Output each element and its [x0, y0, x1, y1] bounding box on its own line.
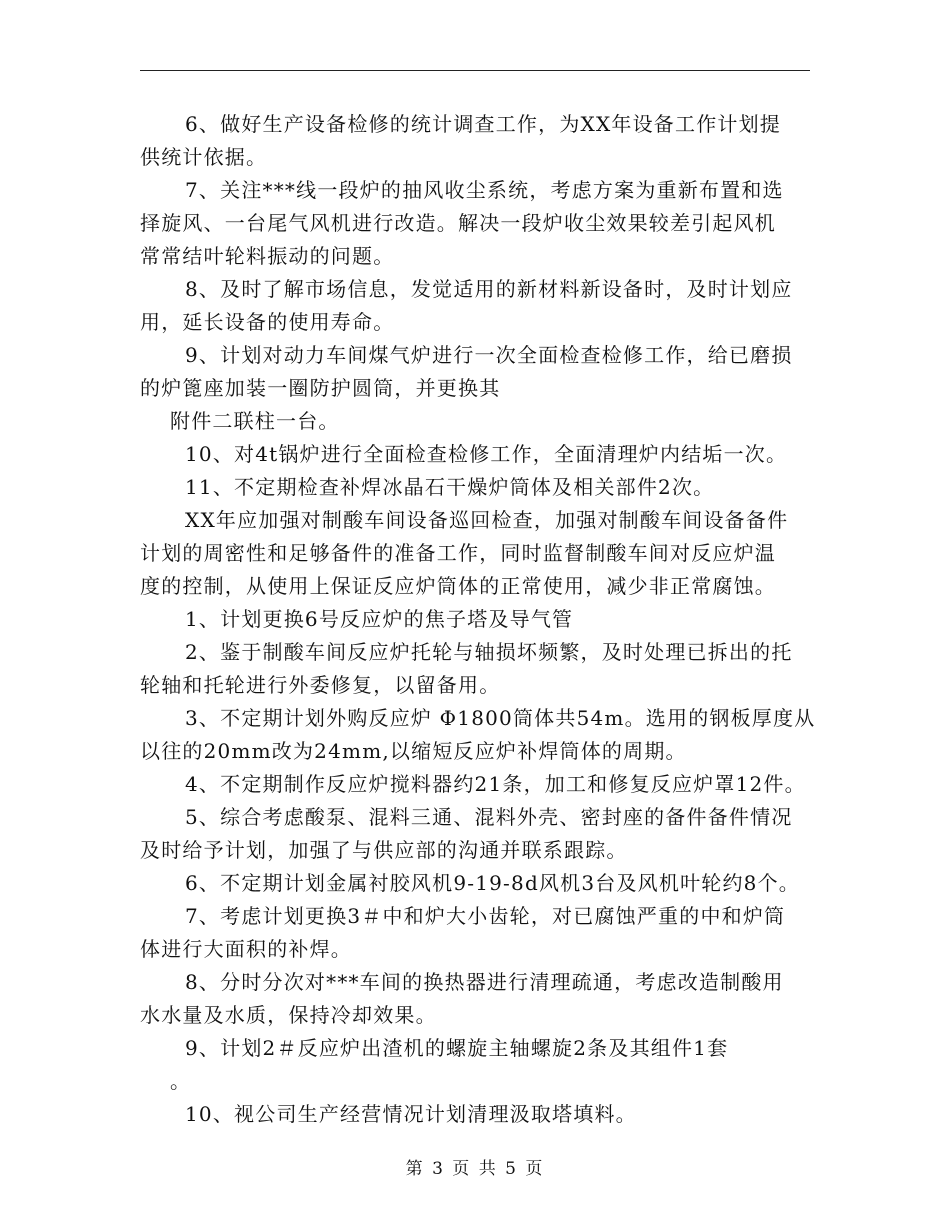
text-line: 择旋风、一台尾气风机进行改造。解决一段炉收尘效果较差引起风机 — [140, 211, 776, 235]
text-line: 11、不定期检查补焊冰晶石干燥炉筒体及相关部件2次。 — [185, 475, 715, 499]
text-line: 8、分时分次对***车间的换热器进行清理疏通，考虑改造制酸用 — [185, 970, 784, 994]
text-line: 轮轴和托轮进行外委修复，以留备用。 — [140, 673, 501, 697]
text-line: 8、及时了解市场信息，发觉适用的新材料新设备时，及时计划应 — [185, 277, 793, 301]
text-line: 。 — [170, 1069, 192, 1093]
text-line: 常常结叶轮料振动的问题。 — [140, 244, 395, 268]
text-line: 及时给予计划，加强了与供应部的沟通并联系跟踪。 — [140, 838, 628, 862]
page-number-footer: 第 3 页 共 5 页 — [405, 1159, 545, 1179]
text-line: 附件二联柱一台。 — [170, 409, 340, 433]
text-line: 10、对4t锅炉进行全面检查检修工作，全面清理炉内结垢一次。 — [185, 442, 788, 466]
text-line: 7、考虑计划更换3＃中和炉大小齿轮，对已腐蚀严重的中和炉筒 — [185, 904, 786, 928]
text-line: 4、不定期制作反应炉搅料器约21条，加工和修复反应炉罩12件。 — [185, 772, 806, 796]
text-line: 度的控制，从使用上保证反应炉筒体的正常使用，减少非正常腐蚀。 — [140, 574, 776, 598]
text-line: 3、不定期计划外购反应炉 Φ1800筒体共54m。选用的钢板厚度从 — [185, 706, 816, 730]
text-line: 以往的20mm改为24mm,以缩短反应炉补焊筒体的周期。 — [140, 739, 687, 763]
text-line: 1、计划更换6号反应炉的焦子塔及导气管 — [185, 607, 574, 631]
text-line: 计划的周密性和足够备件的准备工作，同时监督制酸车间对反应炉温 — [140, 541, 776, 565]
text-line: 10、视公司生产经营情况计划清理汲取塔填料。 — [185, 1102, 637, 1126]
text-line: 9、计划对动力车间煤气炉进行一次全面检查检修工作，给已磨损 — [185, 343, 793, 367]
text-line: 水水量及水质，保持冷却效果。 — [140, 1003, 437, 1027]
text-line: 供统计依据。 — [140, 145, 268, 169]
text-line: 的炉篦座加装一圈防护圆筒，并更换其 — [140, 376, 501, 400]
text-line: 6、做好生产设备检修的统计调查工作，为XX年设备工作计划提 — [185, 112, 782, 136]
header-rule — [140, 70, 810, 71]
document-body — [140, 108, 820, 1131]
text-line: 9、计划2＃反应炉出渣机的螺旋主轴螺旋2条及其组件1套 — [185, 1036, 729, 1060]
text-line: 7、关注***线一段炉的抽风收尘系统，考虑方案为重新布置和选 — [185, 178, 784, 202]
text-line: 5、综合考虑酸泵、混料三通、混料外壳、密封座的备件备件情况 — [185, 805, 793, 829]
text-line: 体进行大面积的补焊。 — [140, 937, 352, 961]
text-line: XX年应加强对制酸车间设备巡回检查，加强对制酸车间设备备件 — [185, 508, 789, 532]
text-line: 6、不定期计划金属衬胶风机9-19-8d风机3台及风机叶轮约8个。 — [185, 871, 800, 895]
text-line: 2、鉴于制酸车间反应炉托轮与轴损坏频繁，及时处理已拆出的托 — [185, 640, 793, 664]
text-line: 用，延长设备的使用寿命。 — [140, 310, 395, 334]
